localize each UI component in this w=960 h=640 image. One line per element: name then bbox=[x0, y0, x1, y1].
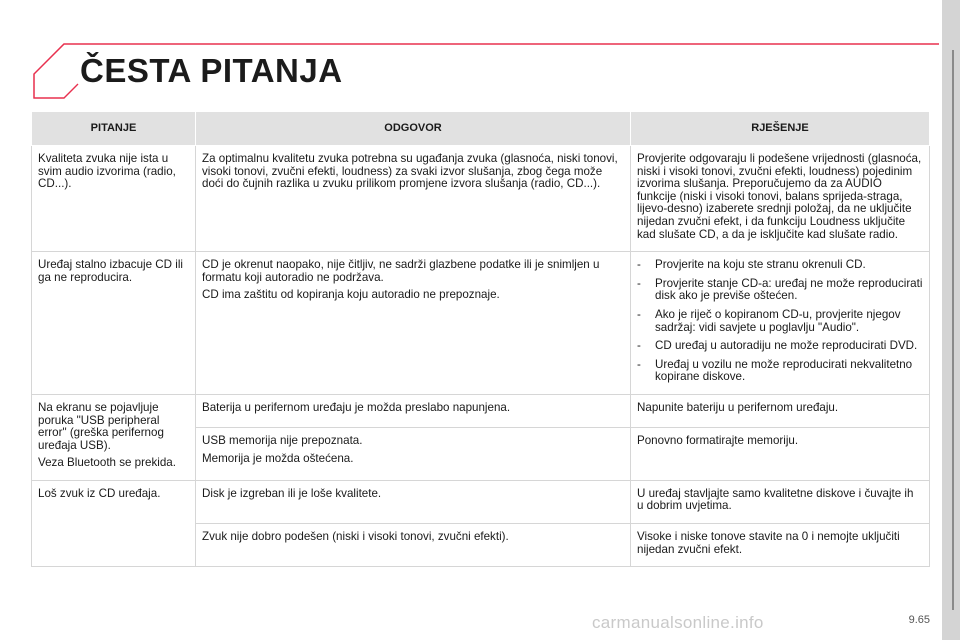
solution-list-item: - CD uređaj u autoradiju ne može reproducirati DVD. bbox=[637, 340, 923, 353]
answer-text: Zvuk nije dobro podešen (niski i visoki tonovi, zvučni efekti). bbox=[202, 530, 509, 544]
answer-cell bbox=[196, 394, 631, 427]
solution-cell bbox=[631, 394, 930, 427]
table-row bbox=[32, 146, 930, 252]
solution-cell bbox=[631, 146, 930, 252]
question-text: Loš zvuk iz CD uređaja. bbox=[38, 486, 161, 500]
solution-cell bbox=[631, 252, 930, 395]
table-row bbox=[32, 480, 930, 523]
solution-text: Provjerite odgovaraju li podešene vrijednosti (glasnoća, niski i visoki tonovi, zvučni efekti, loudness) pojedinim izvorima slušanja. Preporučujemo da za AUDIO funkcije (niski i visoki tonovi, balans sprijeda-straga, lijevo-desno) izaberete srednji položaj, da ne uključite nijedan zvučni efekt, i da funkciju Loudness uključite kad slušate CD, a da je isključite kad slušate radio. bbox=[637, 152, 922, 241]
solution-list-item: - Provjerite na koju ste stranu okrenuli CD. bbox=[637, 259, 923, 272]
answer-text: Za optimalnu kvalitetu zvuka potrebna su ugađanja zvuka (glasnoća, niski tonovi, visoki tonovi, zvučni efekti, loudness) za svaki izvor slušanja, zbog čega može doći do čujnih razlika u zvuku prilikom promjene izvora slušanja (radio, CD...). bbox=[202, 152, 618, 191]
watermark: carmanualsonline.info bbox=[592, 613, 764, 632]
answer-cell bbox=[196, 524, 631, 567]
solution-text: U uređaj stavljajte samo kvalitetne diskove i čuvajte ih u dobrim uvjetima. bbox=[637, 486, 914, 513]
table-row bbox=[32, 252, 930, 395]
solution-list bbox=[637, 259, 923, 384]
solution-cell bbox=[631, 428, 930, 481]
faq-table bbox=[31, 111, 930, 567]
answer-cell bbox=[196, 428, 631, 481]
table-header-row bbox=[32, 112, 930, 146]
table-row bbox=[32, 394, 930, 427]
solution-text: Visoke i niske tonove stavite na 0 i nemojte uključiti nijedan zvučni efekt. bbox=[637, 530, 900, 556]
page-edge-tab bbox=[942, 0, 960, 640]
answer-cell bbox=[196, 252, 631, 395]
column-header-question: PITANJE bbox=[32, 112, 196, 146]
question-text: Veza Bluetooth se prekida. bbox=[38, 456, 176, 470]
question-text: Uređaj stalno izbacuje CD ili ga ne reproducira. bbox=[38, 258, 183, 284]
header-accent-corner bbox=[34, 44, 64, 98]
answer-text: CD ima zaštitu od kopiranja koju autoradio ne prepoznaje. bbox=[202, 288, 500, 302]
solution-text: Napunite bateriju u perifernom uređaju. bbox=[637, 400, 839, 414]
column-header-solution: RJEŠENJE bbox=[631, 112, 930, 146]
question-cell bbox=[32, 480, 196, 566]
page-number: 9.65 bbox=[908, 614, 930, 626]
question-cell bbox=[32, 252, 196, 395]
question-cell bbox=[32, 146, 196, 252]
solution-cell bbox=[631, 524, 930, 567]
answer-cell bbox=[196, 146, 631, 252]
answer-text: Disk je izgreban ili je loše kvalitete. bbox=[202, 486, 382, 500]
solution-text: Ponovno formatirajte memoriju. bbox=[637, 434, 799, 448]
answer-text: CD je okrenut naopako, nije čitljiv, ne sadrži glazbene podatke ili je snimljen u formatu koji autoradio ne podržava. bbox=[202, 258, 600, 284]
question-text: Kvaliteta zvuka nije ista u svim audio izvorima (radio, CD...). bbox=[38, 152, 176, 191]
page-edge-line bbox=[952, 50, 954, 610]
answer-text: USB memorija nije prepoznata. bbox=[202, 434, 363, 448]
question-cell bbox=[32, 394, 196, 480]
answer-text: Baterija u perifernom uređaju je možda preslabo napunjena. bbox=[202, 400, 511, 414]
column-header-answer: ODGOVOR bbox=[196, 112, 631, 146]
solution-list-item: - Ako je riječ o kopiranom CD-u, provjerite njegov sadržaj: vidi savjete u poglavlju "Audio". bbox=[637, 309, 923, 334]
answer-cell bbox=[196, 480, 631, 523]
page-title: ČESTA PITANJA bbox=[80, 52, 343, 89]
solution-list-item: - Uređaj u vozilu ne može reproducirati nekvalitetno kopirane diskove. bbox=[637, 359, 923, 384]
question-text: Na ekranu se pojavljuje poruka "USB peripheral error" (greška perifernog uređaja USB). bbox=[38, 400, 164, 452]
solution-list-item: - Provjerite stanje CD-a: uređaj ne može reproducirati disk ako je previše oštećen. bbox=[637, 278, 923, 303]
solution-cell bbox=[631, 480, 930, 523]
answer-text: Memorija je možda oštećena. bbox=[202, 451, 354, 465]
